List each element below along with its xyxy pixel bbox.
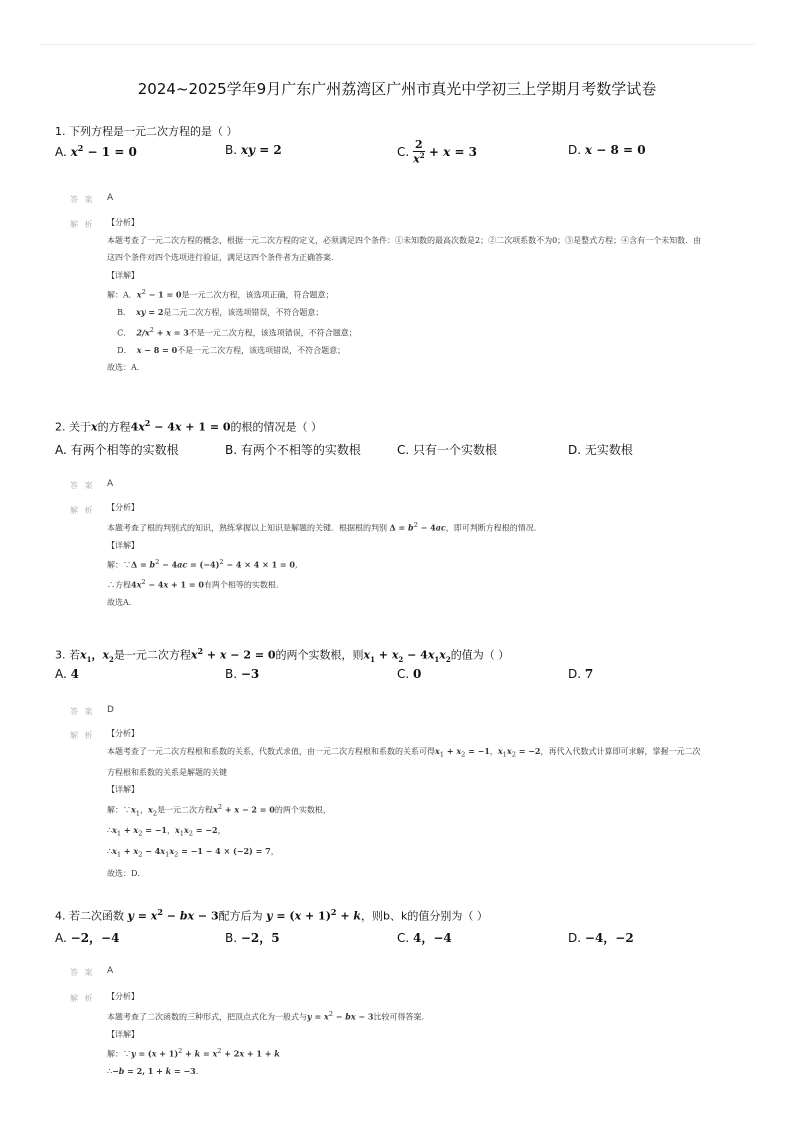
option-b[interactable]: B. −2，5 bbox=[225, 931, 280, 945]
option-d[interactable]: D. −4，−2 bbox=[568, 931, 634, 945]
option-a[interactable]: A. −2，−4 bbox=[55, 931, 120, 945]
option-d[interactable]: D. 无实数根 bbox=[568, 443, 633, 457]
question-3-stem: 3. 若$x_1$，$x_2$是一元二次方程$x^2 + x - 2 = 0$的两个实数根，则$x_1 + x_2 - 4x_1x_2$的值为（ ） bbox=[55, 646, 510, 664]
question-4-explanation: 【分析】 本题考查了二次函数的三种形式，把顶点式化为一般式与$y = x^2$ − bx − 3比较可得答案． 【详解】 解：∵y = $(x + 1)^2 + k = x^2 + 2x + 1 + k$ ∴−b = 2, 1 + k = −3. bbox=[107, 992, 430, 1077]
answer-value: D bbox=[107, 705, 114, 715]
question-2-stem: 2. 关于x的方程$4x^2 - 4x + 1 = 0$的根的情况是（ ） bbox=[55, 418, 323, 434]
analysis-label: 解 析 bbox=[70, 506, 95, 515]
option-b[interactable]: B. xy = 2 bbox=[225, 143, 282, 157]
answer-label: 答 案 bbox=[70, 481, 95, 490]
analysis-label: 解 析 bbox=[70, 220, 95, 229]
option-c[interactable]: C. 只有一个实数根 bbox=[397, 443, 498, 457]
option-a[interactable]: A. 4 bbox=[55, 667, 79, 681]
question-2-explanation: 【分析】 本题考查了根的判别式的知识，熟练掌握以上知识是解题的关键．根据根的判别 $\Delta = b^2 - 4ac$，即可判断方程根的情况． 【详解】 解：∵Δ = $b^2 - 4ac = (-4)^2 - 4 \times 4 \times 1 = 0$, ∴方程$4x^2 - 4x + 1 = 0$有两个相等的实数根． 故选A． bbox=[107, 503, 542, 608]
answer-label: 答 案 bbox=[70, 707, 95, 716]
option-c[interactable]: C. 0 bbox=[397, 667, 422, 681]
question-1-stem: 1. 下列方程是一元二次方程的是（ ） bbox=[55, 125, 238, 138]
option-c[interactable]: C. 4，−4 bbox=[397, 931, 452, 945]
answer-value: A bbox=[107, 479, 114, 489]
question-3-explanation: 【分析】 本题考查了一元二次方程根和系数的关系，代数式求值，由一元二次方程根和系数的关系可得$x_1 + x_2 = -1$，$x_1x_2 = -2$，再代入代数式计算即可求解，掌握一元二次方程根和系数的关系是解题的关键 【详解】 解：$\because x_1$，$x_2$是一元二次方程$x^2 + x - 2 = 0$的两个实数根， $\therefore x_1 + x_2 = -1$，$x_1x_2 = -2$， $\therefore x_1 + x_2 - 4x_1x_2 = -1 - 4 \times (-2) = 7$， 故选：D． bbox=[107, 729, 701, 878]
answer-label: 答 案 bbox=[70, 968, 95, 977]
option-c[interactable]: C. $\frac{2}{x^2}$ + x = 3 bbox=[397, 138, 478, 166]
analysis-label: 解 析 bbox=[70, 731, 95, 740]
option-d[interactable]: D. 7 bbox=[568, 667, 594, 681]
option-a[interactable]: A. $x^2 - 1 = 0$ bbox=[55, 143, 137, 159]
top-divider bbox=[40, 44, 754, 45]
page-title: 2024~2025学年9月广东广州荔湾区广州市真光中学初三上学期月考数学试卷 bbox=[137, 80, 657, 98]
answer-value: A bbox=[107, 193, 114, 203]
question-4-stem: 4. 若二次函数 $y = x^2$ − bx − 3配方后为 $y = (x + 1)^2 + k$，则b、k的值分别为（ ） bbox=[55, 907, 488, 923]
option-a[interactable]: A. 有两个相等的实数根 bbox=[55, 443, 179, 457]
answer-label: 答 案 bbox=[70, 195, 95, 204]
question-1-explanation: 【分析】 本题考查了一元二次方程的概念，根据一元二次方程的定义，必须满足四个条件：①未知数的最高次数是2；②二次项系数不为0；③是整式方程；④含有一个未知数．由这四个条件对四个选项进行验证，满足这四个条件者为正确答案． 【详解】 解：A．$x^2 - 1 = 0$是一元二次方程，该选项正确，符合题意； B． xy = 2是二元二次方程，该选项错误，不符合题意； C． $2/x^2 + x = 3$不是一元二次方程，该选项错误，不符合题意； D． x − 8 = 0不是一元二次方程，该选项错误，不符合题意； 故选：A． bbox=[107, 218, 702, 373]
analysis-label: 解 析 bbox=[70, 994, 95, 1003]
option-d[interactable]: D. x − 8 = 0 bbox=[568, 143, 646, 157]
answer-value: A bbox=[107, 966, 114, 976]
option-b[interactable]: B. −3 bbox=[225, 667, 260, 681]
option-b[interactable]: B. 有两个不相等的实数根 bbox=[225, 443, 361, 457]
